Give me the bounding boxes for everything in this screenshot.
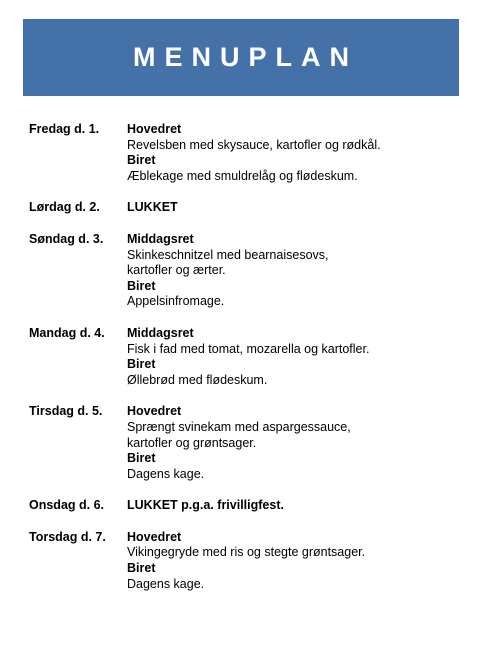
day-menu (127, 530, 459, 592)
dish-description: Dagens kage. (127, 466, 205, 481)
menu-day-entry (29, 498, 459, 514)
page-title: MENUPLAN (133, 42, 358, 72)
menu-day-entry (29, 404, 459, 482)
day-label: Lørdag d. 2. (29, 200, 100, 215)
dish-description: kartofler og grøntsager. (127, 435, 257, 450)
dish-description: Revelsben med skysauce, kartofler og rødkål. (127, 137, 381, 152)
menu-list (29, 122, 459, 608)
dish-description: Øllebrød med flødeskum. (127, 372, 268, 387)
dish-description: Dagens kage. (127, 576, 205, 591)
course-title: Biret (127, 451, 156, 466)
day-label: Mandag d. 4. (29, 325, 105, 340)
day-menu (127, 404, 459, 482)
menu-header-banner (23, 19, 459, 96)
menu-day-entry (29, 200, 459, 216)
course-title: LUKKET (127, 200, 178, 215)
dish-description: kartofler og ærter. (127, 263, 226, 278)
course-title: Biret (127, 278, 156, 293)
dish-description: Skinkeschnitzel med bearnaisesovs, (127, 247, 329, 262)
course-title: Hovedret (127, 404, 182, 419)
day-menu (127, 200, 459, 216)
course-title: Hovedret (127, 529, 182, 544)
day-label: Fredag d. 1. (29, 122, 100, 136)
day-label: Tirsdag d. 5. (29, 404, 103, 419)
course-title: Hovedret (127, 122, 182, 136)
course-title: Biret (127, 153, 156, 168)
dish-description: Sprængt svinekam med aspargessauce, (127, 419, 351, 434)
day-menu (127, 498, 459, 514)
day-label: Torsdag d. 7. (29, 529, 106, 544)
menu-day-entry (29, 122, 459, 184)
dish-description: Appelsinfromage. (127, 294, 225, 309)
course-title: Middagsret (127, 325, 194, 340)
day-label: Onsdag d. 6. (29, 498, 105, 513)
dish-description: Fisk i fad med tomat, mozarella og kartofler. (127, 341, 370, 356)
menu-day-entry (29, 232, 459, 310)
day-label: Søndag d. 3. (29, 231, 104, 246)
menu-day-entry (29, 326, 459, 388)
day-menu (127, 122, 459, 184)
dish-description: Vikingegryde med ris og stegte grøntsager. (127, 545, 366, 560)
dish-description: Æblekage med smuldrelåg og flødeskum. (127, 168, 358, 183)
menu-day-entry (29, 530, 459, 592)
day-menu (127, 232, 459, 310)
course-title: Biret (127, 561, 156, 576)
course-title: Biret (127, 357, 156, 372)
course-title: Middagsret (127, 231, 194, 246)
day-menu (127, 326, 459, 388)
course-title: LUKKET p.g.a. frivilligfest. (127, 498, 284, 513)
